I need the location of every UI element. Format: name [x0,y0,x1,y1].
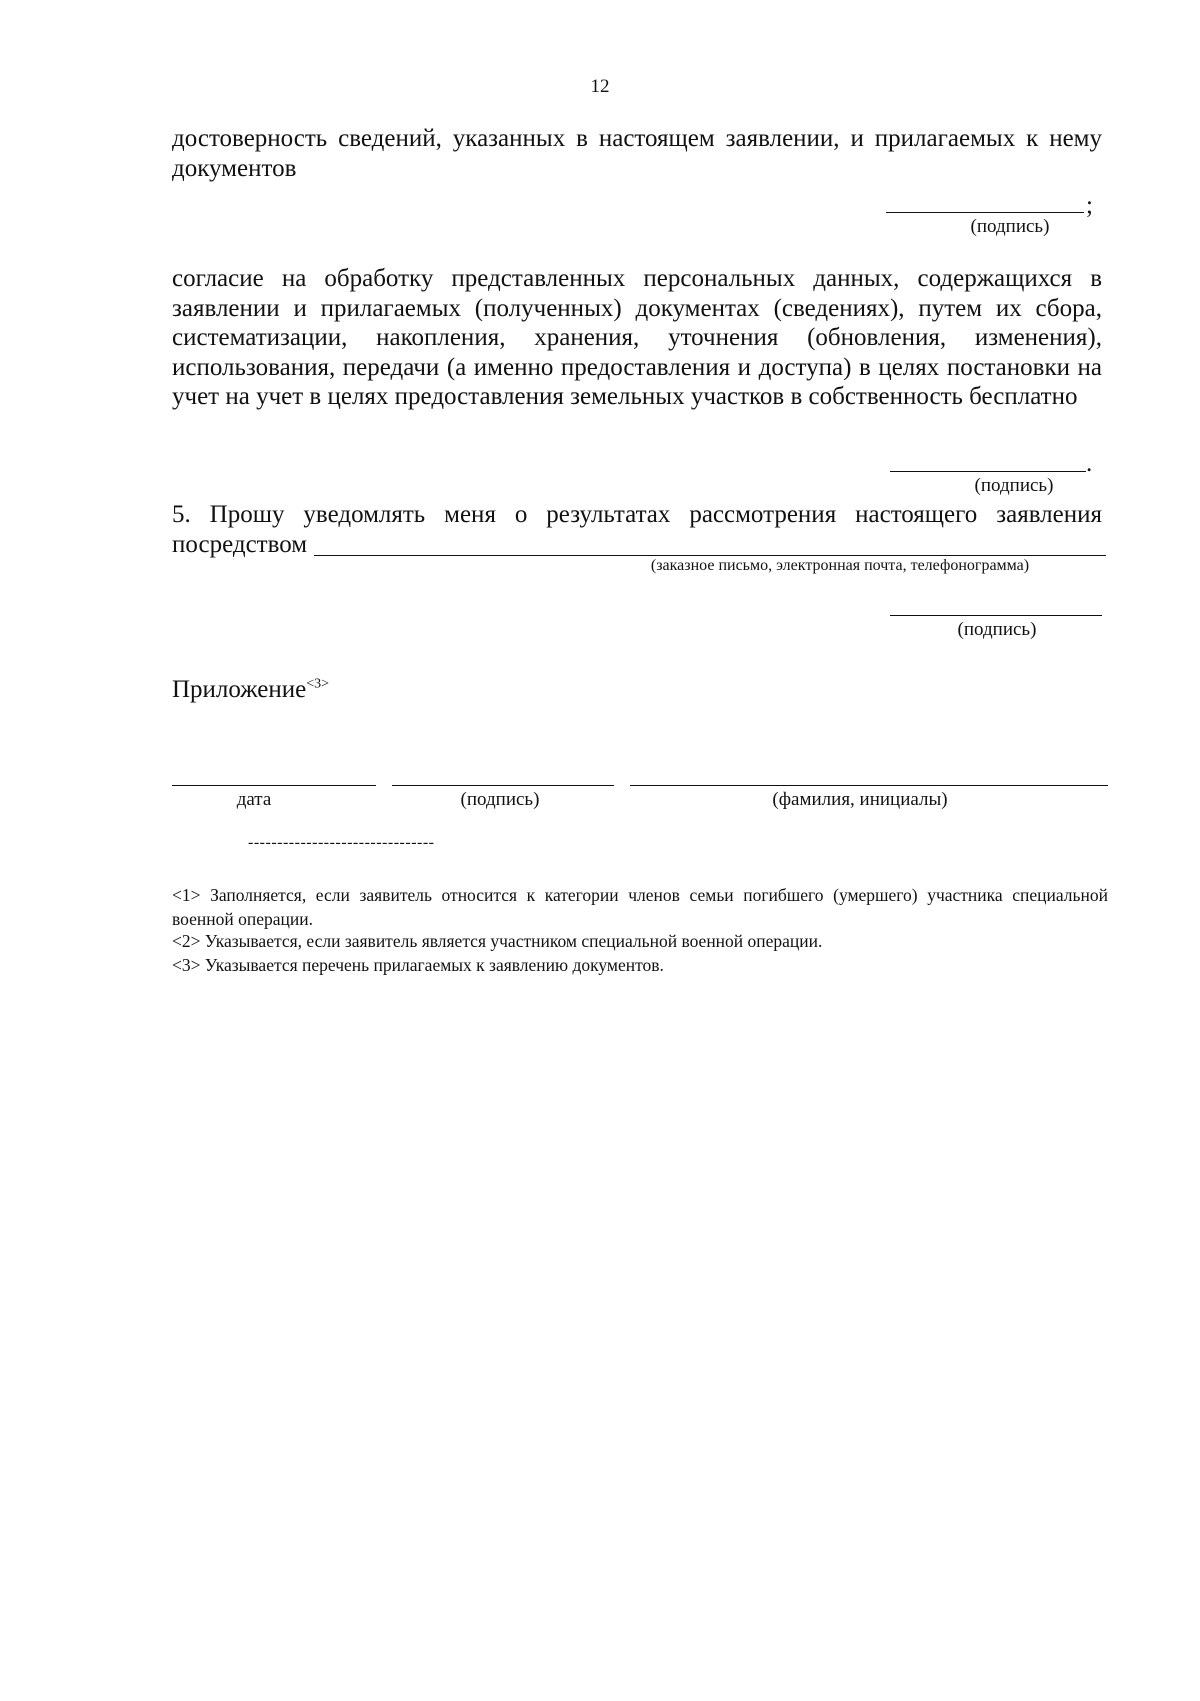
notification-request-line1: 5. Прошу уведомлять меня о результатах рассмотрения настоящего заявления [172,501,1102,528]
signature-caption: (подпись) [957,619,1037,640]
signature-punctuation: . [1086,450,1093,477]
reliability-statement-line2: документов [172,155,297,182]
date-caption: дата [236,789,272,810]
notification-request-line2: посредством [172,531,308,558]
consent-statement: согласие на обработку представленных персональных данных, содержащихся в заявлении и прилагаемых (полученных) документах (сведениях), путем их сбора, систематизации, накопления, хранения, уточнения (обновления, изменения), использования, передачи (а именно предоставления и доступа) в целях постановки на учет на учет в целях предоставления земельных участков в собственность бесплатно [172,265,1102,411]
date-line [172,785,376,786]
footnote-3: <3> Указывается перечень прилагаемых к заявлению документов. [172,955,664,975]
signature-line [886,212,1084,213]
reliability-statement-line1: достоверность сведений, указанных в настоящем заявлении, и прилагаемых к нему [172,125,1102,152]
signature-caption: (подпись) [974,475,1054,496]
footnote-separator: -------------------------------- [248,834,435,851]
notification-method-hint: (заказное письмо, электронная почта, телефонограмма) [650,557,1030,574]
signature-line [890,471,1086,472]
notification-method-field [314,555,1106,556]
signature-punctuation: ; [1086,192,1093,219]
signature-caption: (подпись) [460,789,540,810]
footnote-1: <1> Заполняется, если заявитель относится к категории членов семьи погибшего (умершего) участника специальной военной операции. [172,885,1108,929]
signature-line [890,615,1102,616]
appendix-footnote-ref: <3> [306,676,329,692]
signature-caption: (подпись) [970,216,1050,237]
page-number: 12 [590,76,610,97]
appendix-label [172,676,329,704]
footnote-2: <2> Указывается, если заявитель является участником специальной военной операции. [172,931,823,951]
appendix-label-text: Приложение [172,676,307,703]
name-caption: (фамилия, инициалы) [772,789,948,810]
signature-line [392,785,614,786]
name-line [630,785,1108,786]
